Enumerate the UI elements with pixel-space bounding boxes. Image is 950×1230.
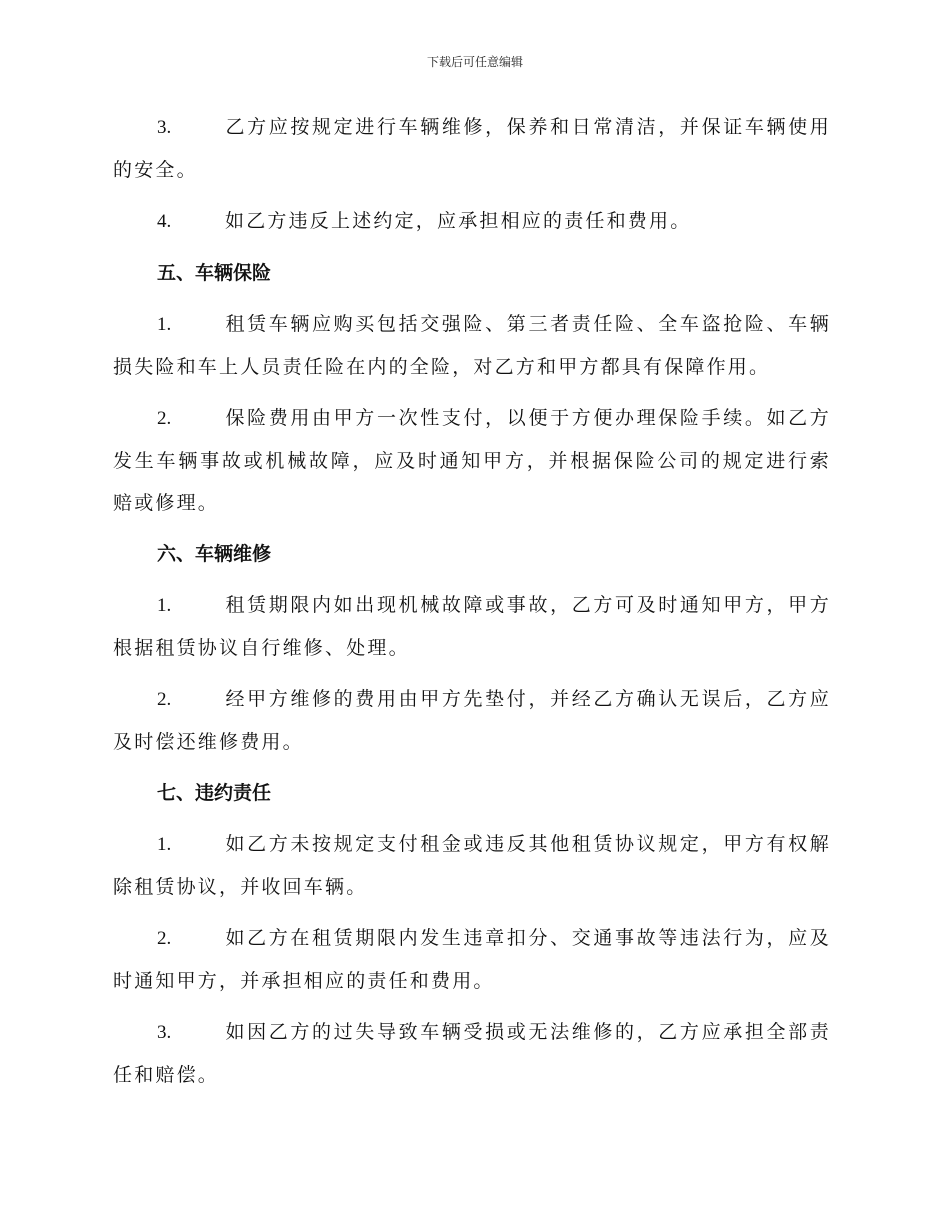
clause-text: 经甲方维修的费用由甲方先垫付，并经乙方确认无误后，乙方应及时偿还维修费用。 bbox=[113, 688, 831, 753]
clause-number: 2. bbox=[157, 408, 172, 429]
clause-text: 如乙方未按规定支付租金或违反其他租赁协议规定，甲方有权解除租赁协议，并收回车辆。 bbox=[113, 833, 831, 898]
clause-text: 租赁车辆应购买包括交强险、第三者责任险、全车盗抢险、车辆损失险和车上人员责任险在内的全险，对乙方和甲方都具有保障作用。 bbox=[113, 313, 831, 378]
section-title-insurance: 五、车辆保险 bbox=[157, 262, 272, 284]
clause-paragraph bbox=[113, 303, 831, 388]
section-title-breach: 七、违约责任 bbox=[157, 782, 272, 804]
clause-number: 4. bbox=[157, 211, 172, 232]
clause-number: 2. bbox=[157, 689, 172, 710]
clause-text: 如乙方在租赁期限内发生违章扣分、交通事故等违法行为，应及时通知甲方，并承担相应的责任和费用。 bbox=[113, 927, 831, 992]
clause-paragraph bbox=[113, 678, 831, 763]
page-header: 下载后可任意编辑 bbox=[426, 55, 523, 69]
clause-number: 2. bbox=[157, 928, 172, 949]
clause-text: 如因乙方的过失导致车辆受损或无法维修的，乙方应承担全部责任和赔偿。 bbox=[113, 1021, 831, 1086]
clause-number: 3. bbox=[157, 1022, 172, 1043]
clause-paragraph bbox=[113, 397, 831, 524]
clause-number: 3. bbox=[157, 117, 172, 138]
clause-text: 如乙方违反上述约定，应承担相应的责任和费用。 bbox=[225, 210, 692, 232]
clause-paragraph bbox=[113, 584, 831, 669]
clause-text: 租赁期限内如出现机械故障或事故，乙方可及时通知甲方，甲方根据租赁协议自行维修、处理。 bbox=[113, 594, 831, 659]
clause-paragraph bbox=[113, 106, 831, 191]
clause-text: 保险费用由甲方一次性支付，以便于方便办理保险手续。如乙方发生车辆事故或机械故障，应及时通知甲方，并根据保险公司的规定进行索赔或修理。 bbox=[113, 407, 831, 514]
document-body bbox=[113, 106, 831, 1105]
clause-paragraph bbox=[113, 1011, 831, 1096]
clause-paragraph bbox=[113, 200, 831, 243]
section-title-maintenance: 六、车辆维修 bbox=[157, 543, 272, 565]
clause-paragraph bbox=[113, 917, 831, 1002]
clause-number: 1. bbox=[157, 834, 172, 855]
clause-number: 1. bbox=[157, 314, 172, 335]
clause-paragraph bbox=[113, 823, 831, 908]
clause-text: 乙方应按规定进行车辆维修，保养和日常清洁，并保证车辆使用的安全。 bbox=[113, 116, 831, 181]
clause-number: 1. bbox=[157, 595, 172, 616]
